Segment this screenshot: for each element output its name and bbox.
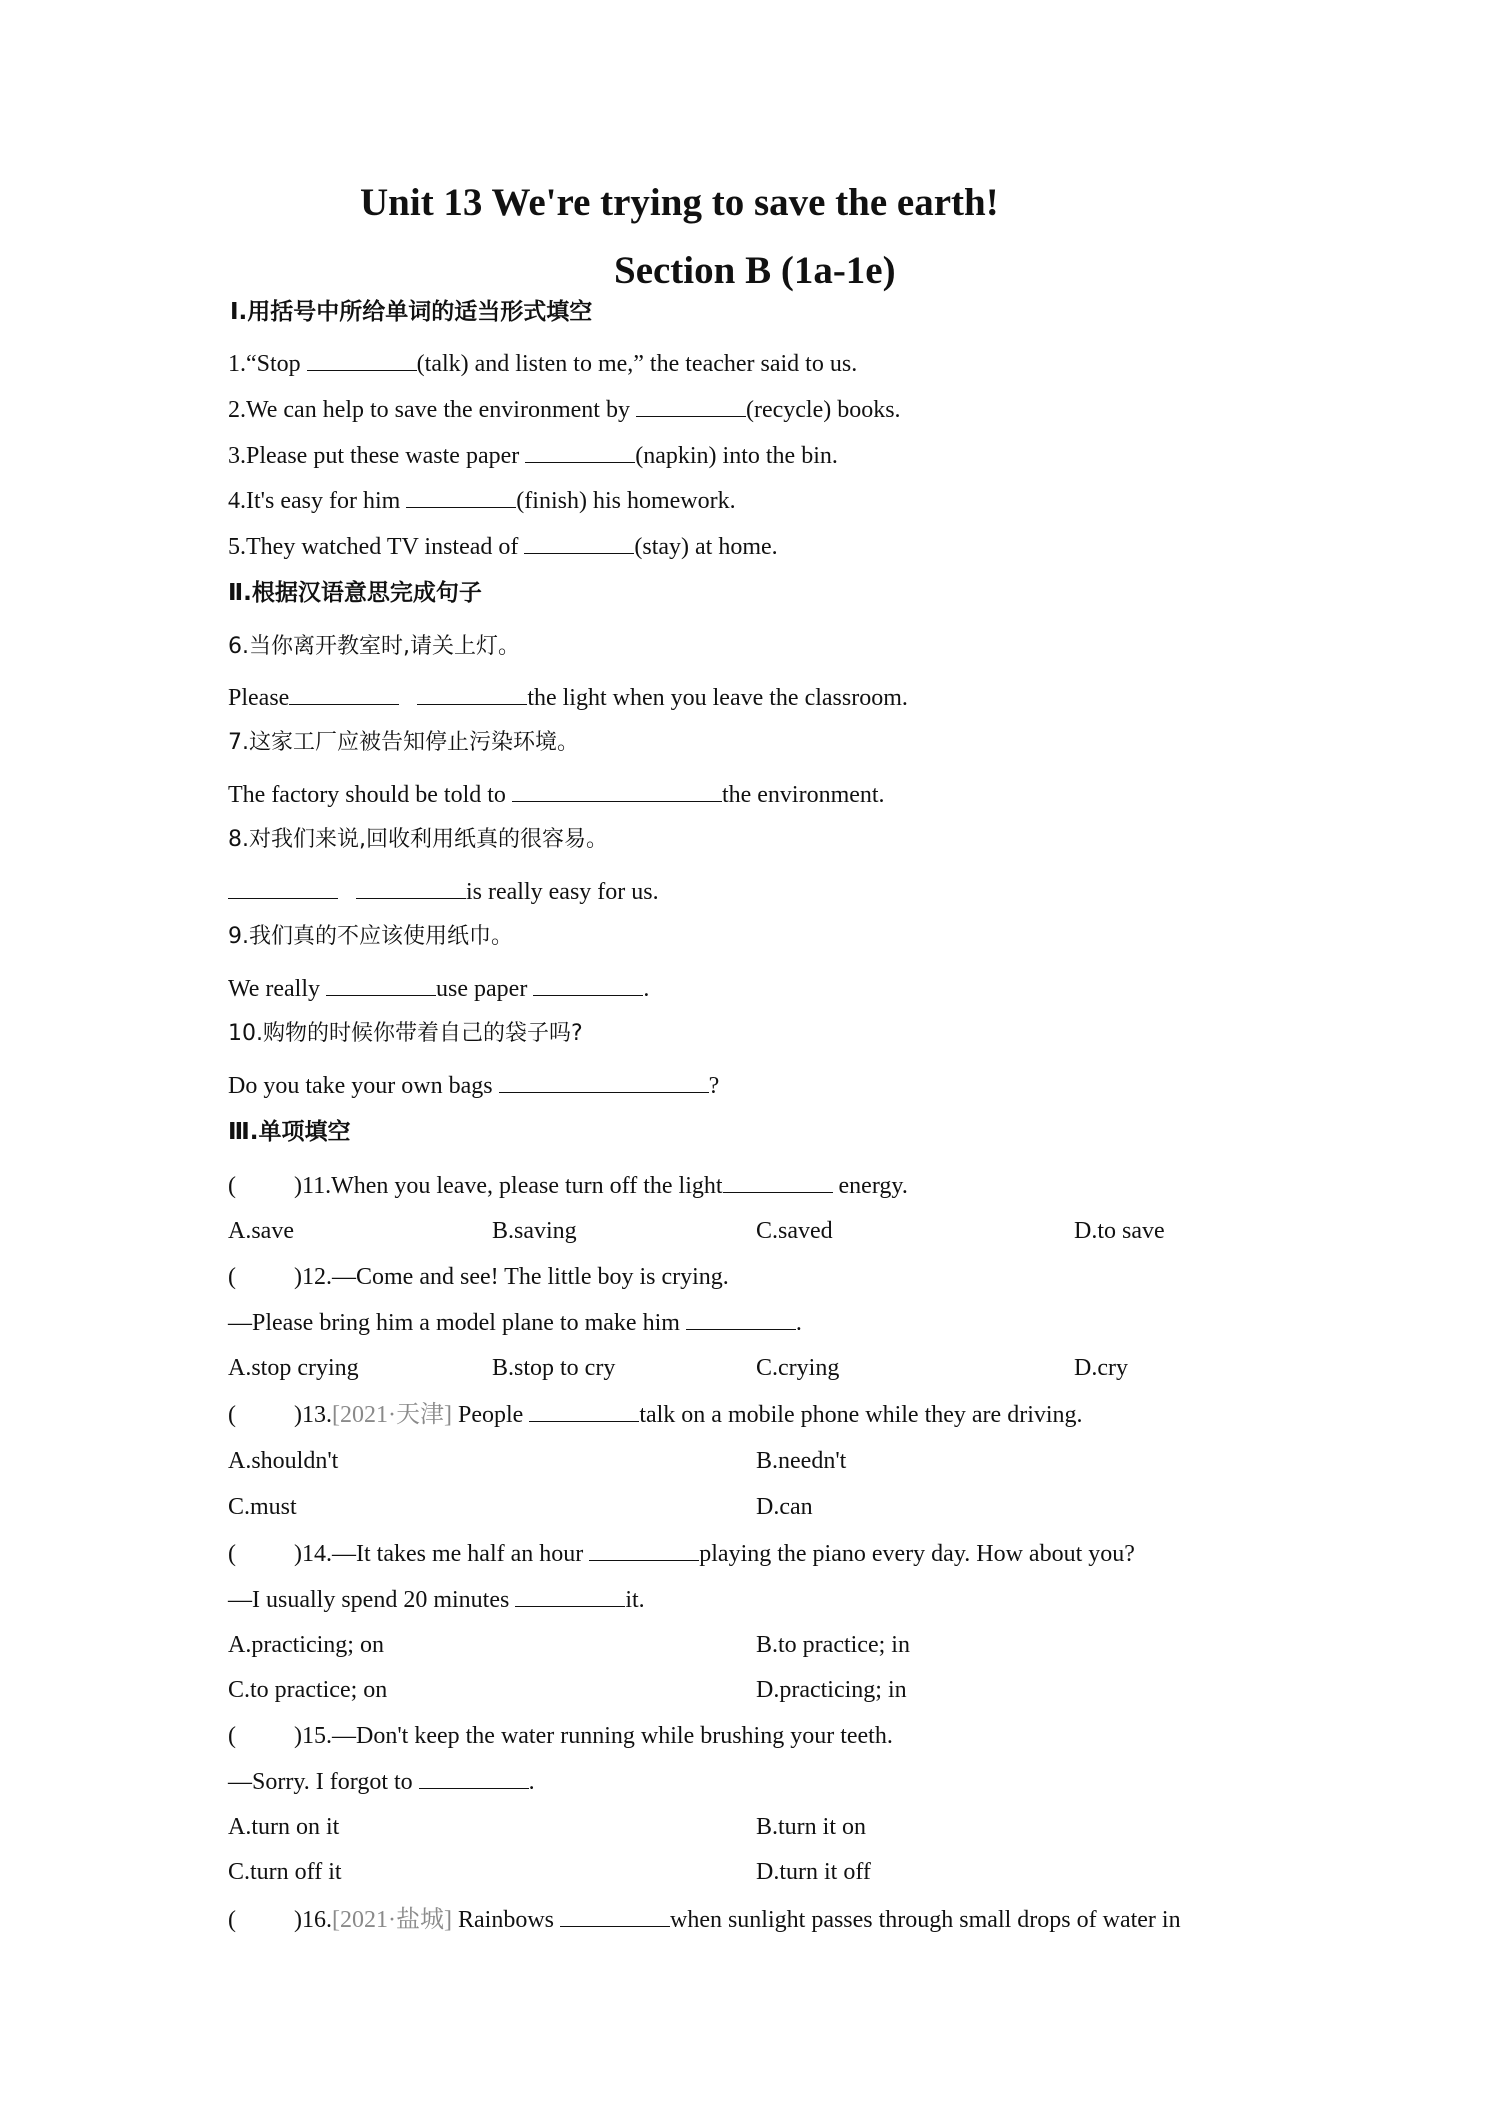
- answer-blank[interactable]: [515, 1584, 625, 1607]
- option-d[interactable]: D.practicing; in: [756, 1677, 907, 1703]
- source-tag: [2021·天津]: [332, 1402, 452, 1428]
- answer-parenthesis[interactable]: (: [228, 1173, 236, 1199]
- question-14-line2: —I usually spend 20 minutes it.: [228, 1584, 645, 1615]
- option-b[interactable]: B.stop to cry: [492, 1355, 616, 1381]
- section-title: Section B (1a-1e): [614, 249, 896, 292]
- option-c[interactable]: C.must: [228, 1494, 297, 1520]
- option-d[interactable]: D.turn it off: [756, 1859, 871, 1885]
- question-3: 3.Please put these waste paper (napkin) into the bin.: [228, 440, 838, 471]
- answer-blank[interactable]: [533, 973, 643, 996]
- option-a[interactable]: A.practicing; on: [228, 1632, 384, 1658]
- question-10: Do you take your own bags ?: [228, 1070, 719, 1101]
- question-6-chinese: 6.当你离开教室时,请关上灯。: [228, 634, 520, 659]
- question-10-chinese: 10.购物的时候你带着自己的袋子吗?: [228, 1021, 583, 1046]
- option-d[interactable]: D.cry: [1074, 1355, 1128, 1381]
- answer-blank[interactable]: [589, 1538, 699, 1561]
- answer-blank[interactable]: [512, 779, 722, 802]
- option-d[interactable]: D.can: [756, 1494, 813, 1520]
- question-8-chinese: 8.对我们来说,回收利用纸真的很容易。: [228, 827, 608, 852]
- answer-blank[interactable]: [686, 1307, 796, 1330]
- question-7: The factory should be told to the environment.: [228, 779, 885, 810]
- answer-blank[interactable]: [525, 440, 635, 463]
- option-a[interactable]: A.save: [228, 1218, 294, 1244]
- option-b[interactable]: B.to practice; in: [756, 1632, 910, 1658]
- option-c[interactable]: C.to practice; on: [228, 1677, 388, 1703]
- source-tag: [2021·盐城]: [332, 1907, 452, 1933]
- answer-blank[interactable]: [307, 348, 417, 371]
- question-6: Please the light when you leave the classroom.: [228, 682, 908, 713]
- answer-blank[interactable]: [228, 876, 338, 899]
- answer-blank[interactable]: [419, 1766, 529, 1789]
- option-b[interactable]: B.needn't: [756, 1448, 847, 1474]
- option-c[interactable]: C.turn off it: [228, 1859, 342, 1885]
- answer-blank[interactable]: [723, 1170, 833, 1193]
- question-4: 4.It's easy for him (finish) his homework.: [228, 485, 736, 516]
- answer-blank[interactable]: [560, 1904, 670, 1927]
- question-2: 2.We can help to save the environment by (recycle) books.: [228, 394, 901, 425]
- question-14: ( )14.—It takes me half an hour playing the piano every day. How about you?: [228, 1538, 1135, 1569]
- answer-blank[interactable]: [406, 485, 516, 508]
- answer-parenthesis[interactable]: (: [228, 1264, 236, 1290]
- question-5: 5.They watched TV instead of (stay) at home.: [228, 531, 778, 562]
- answer-blank[interactable]: [356, 876, 466, 899]
- answer-blank[interactable]: [499, 1070, 709, 1093]
- answer-parenthesis[interactable]: (: [228, 1907, 236, 1933]
- question-13: ( )13.[2021·天津] People talk on a mobile phone while they are driving.: [228, 1399, 1083, 1430]
- question-11: ( )11.When you leave, please turn off the light energy.: [228, 1170, 908, 1201]
- question-7-chinese: 7.这家工厂应被告知停止污染环境。: [228, 730, 579, 755]
- question-15-line2: —Sorry. I forgot to .: [228, 1766, 535, 1797]
- question-9-chinese: 9.我们真的不应该使用纸巾。: [228, 924, 513, 949]
- option-c[interactable]: C.saved: [756, 1218, 833, 1244]
- page-title: Unit 13 We're trying to save the earth!: [360, 181, 999, 224]
- answer-blank[interactable]: [636, 394, 746, 417]
- option-b[interactable]: B.turn it on: [756, 1814, 867, 1840]
- section2-heading: Ⅱ.根据汉语意思完成句子: [228, 580, 482, 606]
- answer-blank[interactable]: [326, 973, 436, 996]
- option-c[interactable]: C.crying: [756, 1355, 840, 1381]
- answer-parenthesis[interactable]: (: [228, 1402, 236, 1428]
- option-b[interactable]: B.saving: [492, 1218, 577, 1244]
- answer-parenthesis[interactable]: (: [228, 1723, 236, 1749]
- question-15: ( )15.—Don't keep the water running while brushing your teeth.: [228, 1723, 893, 1749]
- question-16: ( )16.[2021·盐城] Rainbows when sunlight passes through small drops of water in: [228, 1904, 1181, 1935]
- question-1: 1.“Stop (talk) and listen to me,” the teacher said to us.: [228, 348, 857, 379]
- section1-heading: Ⅰ.用括号中所给单词的适当形式填空: [230, 299, 593, 325]
- answer-blank[interactable]: [417, 682, 527, 705]
- answer-parenthesis[interactable]: (: [228, 1541, 236, 1567]
- answer-blank[interactable]: [524, 531, 634, 554]
- question-12: ( )12.—Come and see! The little boy is crying.: [228, 1264, 729, 1290]
- option-d[interactable]: D.to save: [1074, 1218, 1165, 1244]
- option-a[interactable]: A.shouldn't: [228, 1448, 339, 1474]
- section3-heading: Ⅲ.单项填空: [228, 1119, 351, 1145]
- option-a[interactable]: A.stop crying: [228, 1355, 359, 1381]
- option-a[interactable]: A.turn on it: [228, 1814, 340, 1840]
- answer-blank[interactable]: [289, 682, 399, 705]
- question-8: is really easy for us.: [228, 876, 659, 907]
- question-12-line2: —Please bring him a model plane to make him .: [228, 1307, 802, 1338]
- answer-blank[interactable]: [529, 1399, 639, 1422]
- question-9: We really use paper .: [228, 973, 649, 1004]
